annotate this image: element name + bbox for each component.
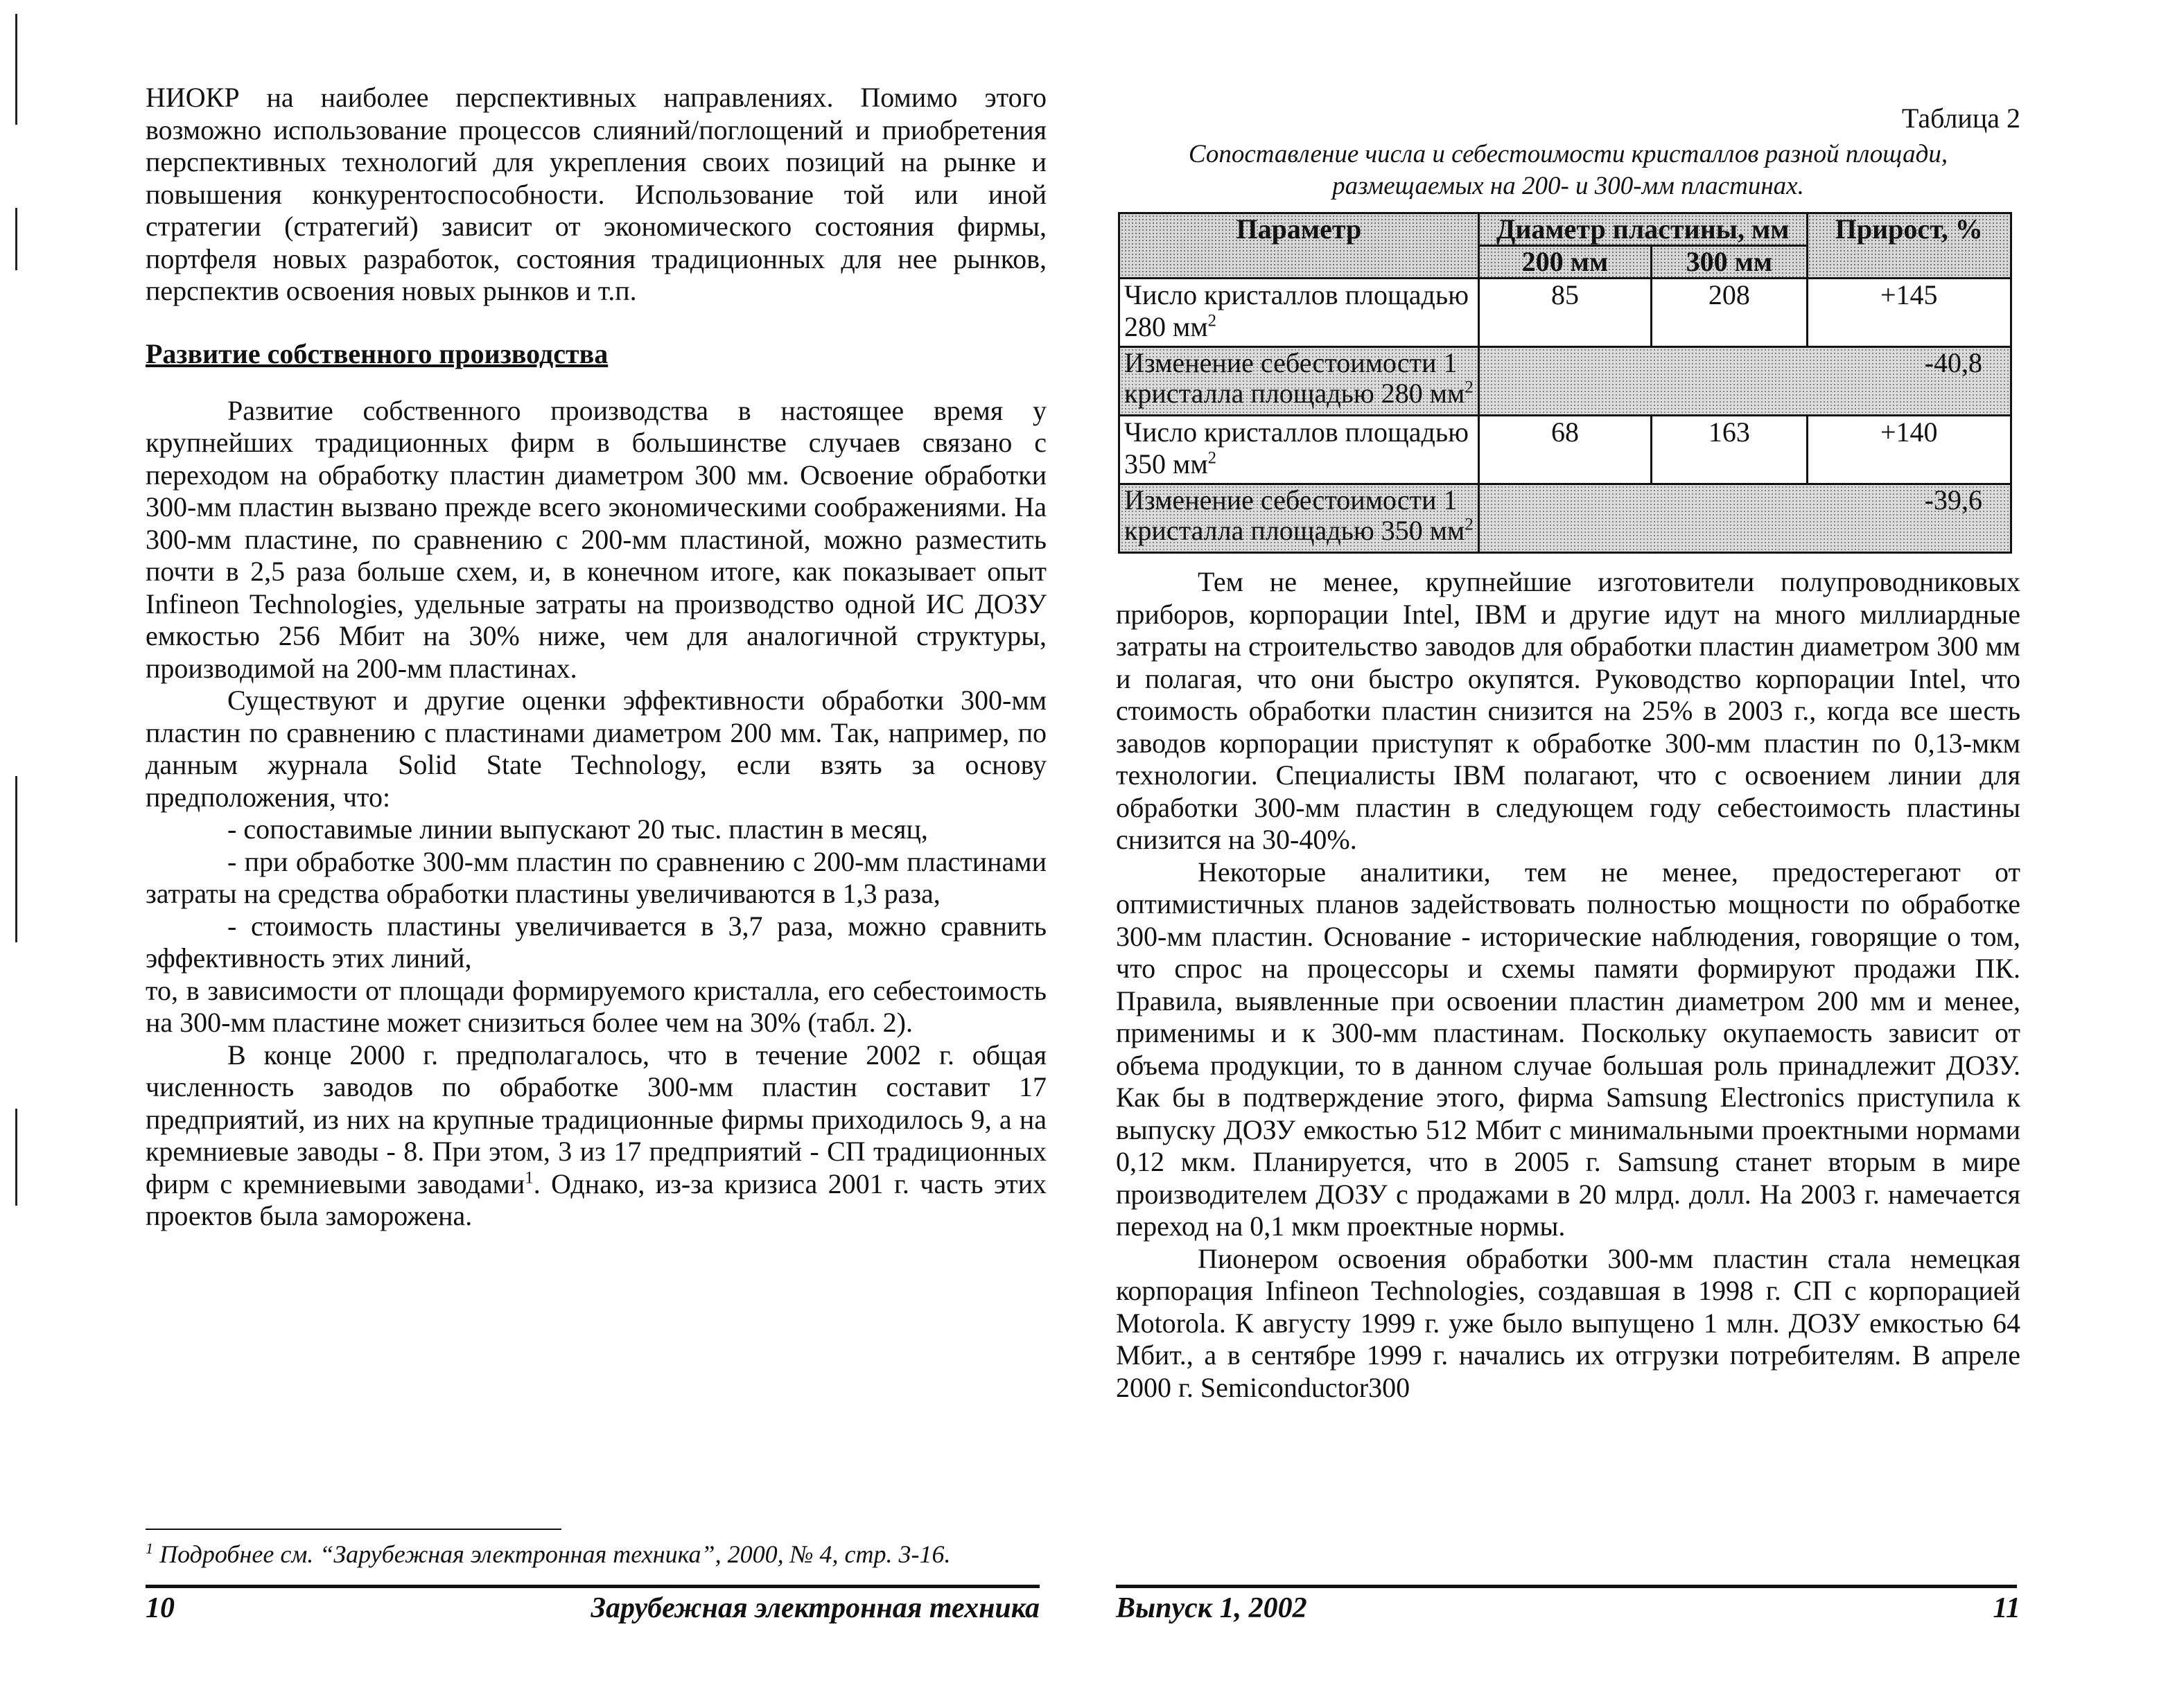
header-diameter: Диаметр пластины, мм	[1478, 213, 1807, 246]
table-label: Таблица 2	[1901, 103, 2020, 134]
paragraph: Пионером освоения обработки 300-мм пластин стала немецкая корпорация Infineon Technologies, создавшая в 1998 г. СП с корпорацией Motorola. К августу 1999 г. уже было выпущено 1 млн. ДОЗУ емкостью 64 Мбит., а в сентябре 1999 г. начались их отгрузки потребителям. В апреле 2000 г. Semiconductor300	[1116, 1242, 2020, 1403]
row-label: Изменение себестоимости 1 кристалла площадью 350 $мм^2$	[1119, 484, 1479, 553]
scan-edge-line	[15, 208, 17, 270]
paragraph-text: В конце 2000 г. предполагалось, что в течение 2002 г. общая численность заводов по обработке 300-мм пластин составит 17 предприятий, из них на крупные традиционные фирмы приходилось 9, а на кремниевые заводы - 8. При этом, 3 из 17 предприятий - СП традиционных фирм с кремниевыми заводами	[146, 1039, 1047, 1199]
scan-edge-line	[15, 776, 17, 942]
footnote-text: Подробнее см. “Зарубежная электронная техника”, 2000, № 4, стр. 3-16.	[159, 1540, 951, 1568]
cell-growth: +145	[1807, 279, 2011, 347]
header-300mm: 300 мм	[1652, 246, 1807, 279]
table-row	[1119, 279, 2011, 347]
table-row	[1119, 484, 2011, 553]
journal-title: Зарубежная электронная техника	[591, 1592, 1040, 1624]
paragraph	[146, 1039, 1047, 1233]
table-row	[1119, 416, 2011, 484]
footnote-ref: 1	[525, 1168, 534, 1188]
page-number: 10	[146, 1592, 175, 1624]
paragraph: то, в зависимости от площади формируемого кристалла, его себестоимость на 300-мм пластине может снизиться более чем на 30% (табл. 2).	[146, 974, 1047, 1038]
right-page	[1116, 0, 2020, 1708]
page-number: 11	[1993, 1592, 2020, 1624]
row-label: Число кристаллов площадью 350 $мм^2$	[1119, 416, 1479, 484]
scan-edge-line	[15, 14, 17, 125]
left-page	[146, 0, 1047, 1708]
list-item: - стоимость пластины увеличивается в 3,7 раза, можно сравнить эффективность этих линий,	[146, 910, 1047, 974]
footnote-divider	[146, 1529, 561, 1530]
footer-rule	[146, 1585, 1040, 1588]
paragraph: Развитие собственного производства в настоящее время у крупнейших традиционных фирм в большинстве случаев связано с переходом на обработку пластин диаметром 300 мм. Освоение обработки 300-мм пластин вызвано прежде всего экономическими соображениями. На 300-мм пластине, по сравнению с 200-мм пластиной, можно разместить почти в 2,5 раза больше схем, и, в конечном итоге, как показывает опыт Infineon Technologies, удельные затраты на производство одной ИС ДОЗУ емкостью 256 Мбит на 30% ниже, чем для аналогичной структуры, производимой на 200-мм пластинах.	[146, 394, 1047, 684]
paragraph-text: . Однако, из-за кризиса 2001 г. часть этих проектов была заморожена.	[146, 1168, 1047, 1231]
row-label: Изменение себестоимости 1 кристалла площадью 280 $мм^2$	[1119, 347, 1479, 416]
header-parameter: Параметр	[1119, 213, 1479, 279]
cell-300: 208	[1652, 279, 1807, 347]
list-item: - сопоставимые линии выпускают 20 тыс. пластин в месяц,	[227, 813, 928, 845]
table-caption: Сопоставление числа и себестоимости кристаллов разной площади, размещаемых на 200- и 300-мм пластинах.	[1188, 140, 1948, 200]
header-200mm: 200 мм	[1478, 246, 1651, 279]
intro-paragraph: НИОКР на наиболее перспективных направлениях. Помимо этого возможно использование процессов слияний/поглощений и приобретения перспективных технологий для укрепления своих позиций на рынке и повышения конкурентоспособности. Использование той или иной стратегии (стратегий) зависит от экономического состояния фирмы, портфеля новых разработок, состояния традиционных для нее рынков, перспектив освоения новых рынков и т.п.	[146, 82, 1047, 306]
row-label: Число кристаллов площадью 280 $мм^2$	[1119, 279, 1479, 347]
footnote	[146, 1540, 1047, 1569]
section-heading: Развитие собственного производства	[146, 337, 609, 369]
table-row	[1119, 347, 2011, 416]
paragraph: Некоторые аналитики, тем не менее, предостерегают от оптимистичных планов задействовать полностью мощности по обработке 300-мм пластин. Основание - исторические наблюдения, говорящие о том, что спрос на процессоры и схемы памяти формируют продажи ПК. Правила, выявленные при освоении пластин диаметром 200 мм и менее, применимы и к 300-мм пластинам. Поскольку окупаемость зависит от объема продукции, то в данном случае большая роль принадлежит ДОЗУ. Как бы в подтверждение этого, фирма Samsung Electronics приступила к выпуску ДОЗУ емкостью 512 Мбит с минимальными проектными нормами 0,12 мкм. Планируется, что в 2005 г. Samsung станет вторым в мире производителем ДОЗУ с продажами в 20 млрд. долл. На 2003 г. намечается переход на 0,1 мкм проектные нормы.	[1116, 856, 2020, 1242]
paragraph: Существуют и другие оценки эффективности обработки 300-мм пластин по сравнению с пластинами диаметром 200 мм. Так, например, по данным журнала Solid State Technology, если взять за основу предположения, что:	[146, 685, 1047, 813]
cell-growth: -39,6	[1478, 484, 2011, 553]
cell-300: 163	[1652, 416, 1807, 484]
cell-200: 85	[1478, 279, 1651, 347]
list-item: - при обработке 300-мм пластин по сравнению с 200-мм пластинами затраты на средства обработки пластины увеличиваются в 1,3 раза,	[146, 845, 1047, 909]
cell-growth: +140	[1807, 416, 2011, 484]
cell-200: 68	[1478, 416, 1651, 484]
footnote-number: 1	[146, 1540, 154, 1557]
header-growth: Прирост, %	[1807, 213, 2011, 279]
paragraph: Тем не менее, крупнейшие изготовители полупроводниковых приборов, корпорации Intel, IBM и другие идут на много миллиардные затраты на строительство заводов для обработки пластин диаметром 300 мм и полагая, что они быстро окупятся. Руководство корпорации Intel, что стоимость обработки пластин снизится на 25% в 2003 г., когда все шесть заводов корпорации приступят к обработке 300-мм пластин по 0,13-мкм технологии. Специалисты IBM полагают, что с освоением линии для обработки 300-мм пластин в следующем году себестоимость пластины снизится на 30-40%.	[1116, 566, 2020, 855]
cell-growth: -40,8	[1478, 347, 2011, 416]
scan-edge-line	[15, 1109, 17, 1206]
footer-rule	[1116, 1585, 2017, 1588]
issue-label: Выпуск 1, 2002	[1116, 1592, 1307, 1624]
comparison-table	[1118, 212, 2012, 554]
